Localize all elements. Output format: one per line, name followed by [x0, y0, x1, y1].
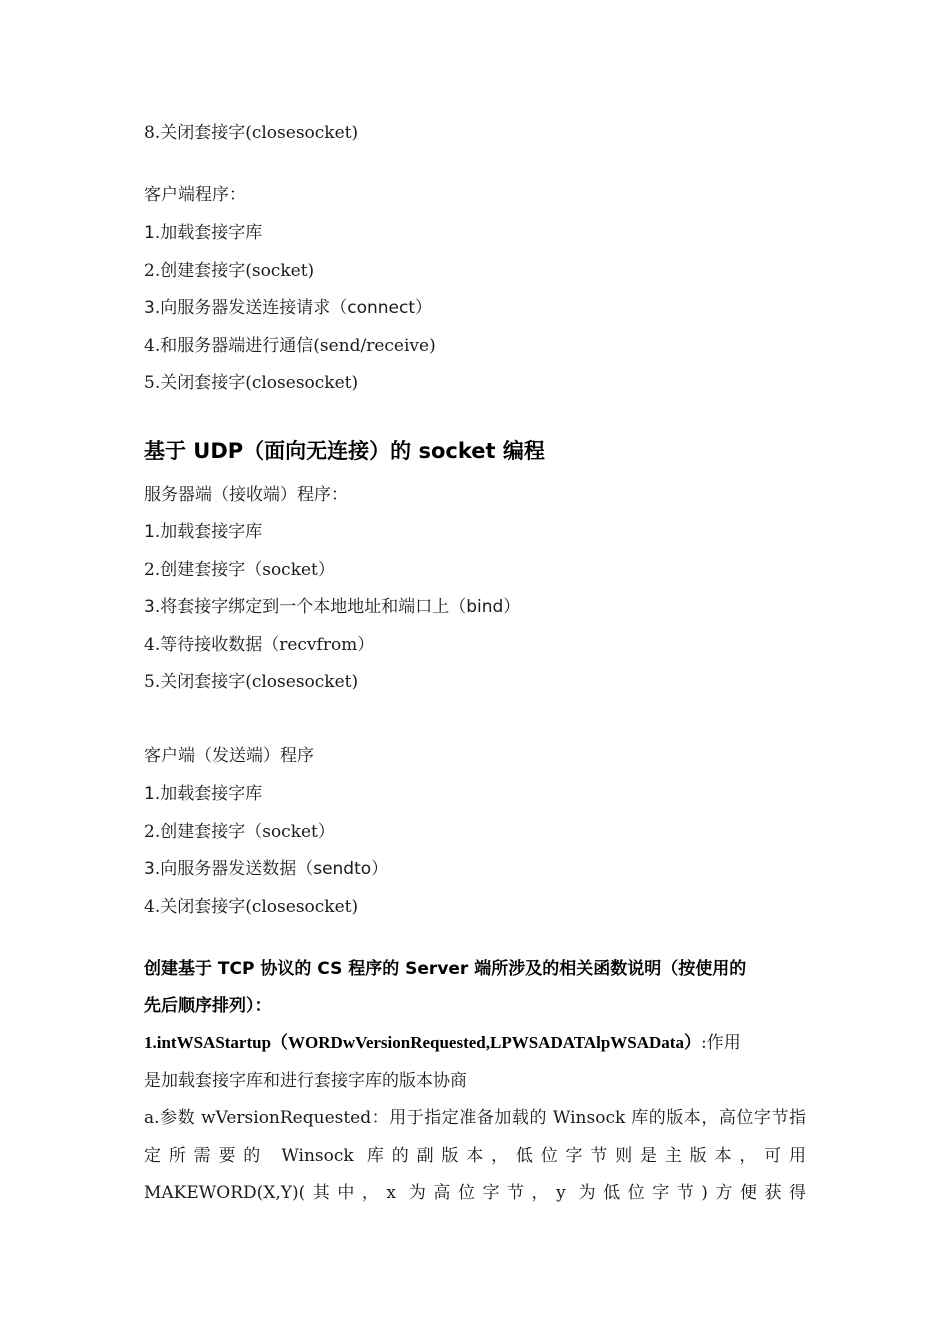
- text-line: 客户端程序：: [144, 185, 246, 205]
- text-line: 4.关闭套接字(closesocket): [144, 897, 359, 917]
- bold-heading-line: 创建基于 TCP 协议的 CS 程序的 Server 端所涉及的相关函数说明（按使用的: [144, 959, 747, 979]
- text-line: 4.等待接收数据（recvfrom）: [144, 635, 375, 655]
- text-line: 4.和服务器端进行通信(send/receive): [144, 336, 436, 356]
- function-description: :作用: [700, 1033, 741, 1053]
- text-line: 服务器端（接收端）程序：: [144, 485, 348, 505]
- text-line: 2.创建套接字（socket）: [144, 560, 335, 580]
- section-heading: 基于 UDP（面向无连接）的 socket 编程: [144, 439, 545, 463]
- function-signature: 1.intWSAStartup（WORDwVersionRequested,LPWSADATAlpWSAData）: [144, 1033, 701, 1052]
- text-line: 1.加载套接字库: [144, 784, 263, 804]
- bold-heading-line: 先后顺序排列）：: [144, 996, 272, 1016]
- text-line: 客户端（发送端）程序: [144, 746, 314, 766]
- text-line: 3.向服务器发送数据（sendto）: [144, 859, 389, 879]
- text-line: 定所需要的 Winsock 库的副版本，低位字节则是主版本，可用: [144, 1146, 806, 1166]
- text-line: 3.向服务器发送连接请求（connect）: [144, 298, 432, 318]
- text-line: 1.加载套接字库: [144, 522, 263, 542]
- function-signature-line: [144, 1031, 741, 1055]
- text-line: 1.加载套接字库: [144, 223, 263, 243]
- text-line: 2.创建套接字(socket): [144, 261, 315, 281]
- text-line: 5.关闭套接字(closesocket): [144, 672, 359, 692]
- text-line: 5.关闭套接字(closesocket): [144, 373, 359, 393]
- text-line: 2.创建套接字（socket）: [144, 822, 335, 842]
- text-line: MAKEWORD(X,Y)(其中，x 为高位字节，y 为低位字节)方便获得: [144, 1183, 806, 1203]
- text-line: 3.将套接字绑定到一个本地地址和端口上（bind）: [144, 597, 521, 617]
- text-line: a.参数 wVersionRequested：用于指定准备加载的 Winsock 库的版本，高位字节指: [144, 1108, 806, 1128]
- text-line: 8.关闭套接字(closesocket): [144, 123, 359, 143]
- text-line: 是加载套接字库和进行套接字库的版本协商: [144, 1071, 467, 1091]
